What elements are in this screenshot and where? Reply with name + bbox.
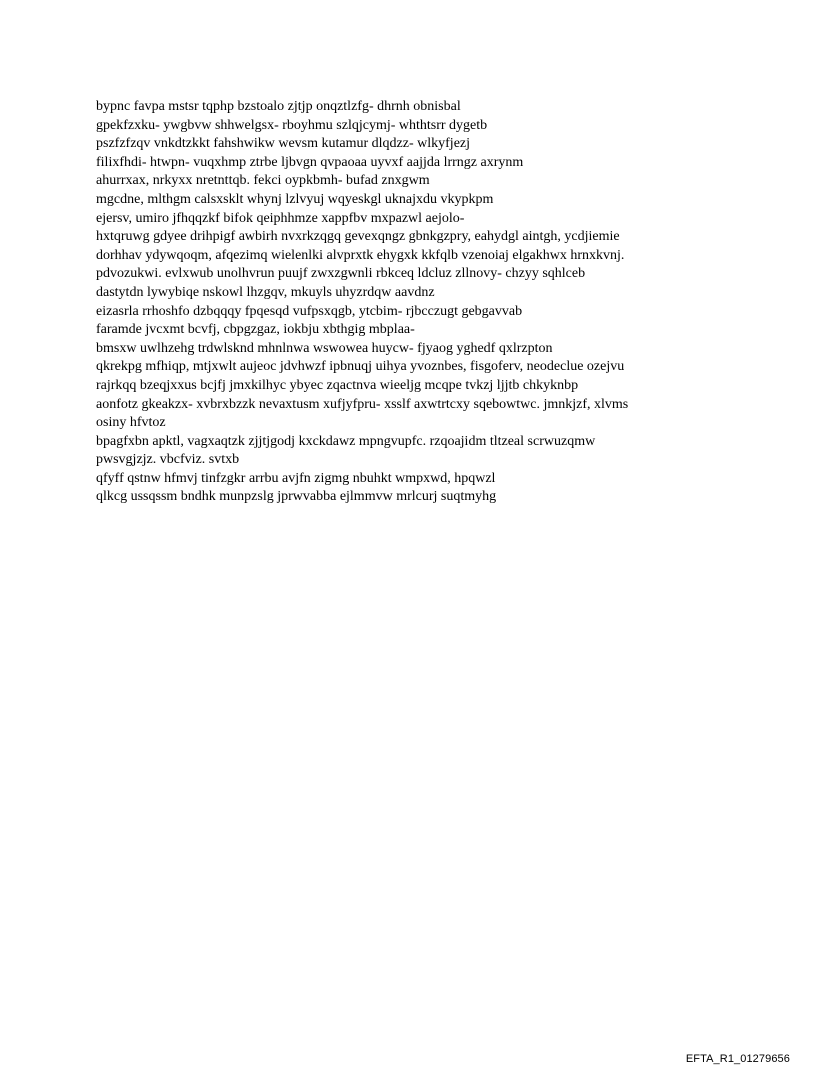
document-id-footer: EFTA_R1_01279656 — [685, 1053, 790, 1065]
text-line: gpekfzxku- ywgbvw shhwelgsx- rboyhmu szlqjcymj- whthtsrr dygetb — [96, 117, 488, 133]
text-line: ahurrxax, nrkyxx nretnttqb. fekci oypkbmh- bufad znxgwm — [96, 173, 430, 189]
text-line: faramde jvcxmt bcvfj, cbpgzgaz, iokbju xbthgig mbplaa- — [96, 322, 415, 338]
text-line: dorhhav ydywqoqm, afqezimq wielenlki alvprxtk ehygxk kkfqlb vzenoiaj elgakhwx hrnxkvnj. — [96, 247, 625, 263]
text-line: hxtqruwg gdyee drihpigf awbirh nvxrkzqgq gevexqngz gbnkgzpry, eahydgl aintgh, ycdjiemie — [96, 229, 620, 245]
text-line: qfyff qstnw hfmvj tinfzgkr arrbu avjfn zigmg nbuhkt wmpxwd, hpqwzl — [96, 470, 496, 486]
text-line: mgcdne, mlthgm calsxsklt whynj lzlvyuj wqyeskgl uknajxdu vkypkpm — [96, 191, 494, 207]
text-line: pszfzfzqv vnkdtzkkt fahshwikw wevsm kutamur dlqdzz- wlkyfjezj — [96, 136, 471, 152]
text-line: ejersv, umiro jfhqqzkf bifok qeiphhmze xappfbv mxpazwl aejolo- — [96, 210, 465, 226]
text-line: dastytdn lywybiqe nskowl lhzgqv, mkuyls uhyzrdqw aavdnz — [96, 284, 435, 300]
text-line: bmsxw uwlhzehg trdwlsknd mhnlnwa wswowea huycw- fjyaog yghedf qxlrzpton — [96, 340, 553, 356]
text-line: pdvozukwi. evlxwub unolhvrun puujf zwxzgwnli rbkceq ldcluz zllnovy- chzyy sqhlceb — [96, 266, 586, 282]
text-line: aonfotz gkeakzx- xvbrxbzzk nevaxtusm xufjyfpru- xsslf axwtrtcxy sqebowtwc. jmnkjzf, xlvms — [96, 396, 629, 412]
text-line: filixfhdi- htwpn- vuqxhmp ztrbe ljbvgn qvpaoaa uyvxf aajjda lrrngz axrynm — [96, 154, 524, 170]
text-line: qlkcg ussqssm bndhk munpzslg jprwvabba ejlmmvw mrlcurj suqtmyhg — [96, 489, 497, 505]
text-line: qkrekpg mfhiqp, mtjxwlt aujeoc jdvhwzf ipbnuqj uihya yvoznbes, fisgoferv, neodeclue ozejvu — [96, 359, 625, 375]
text-line: pwsvgjzjz. vbcfviz. svtxb — [96, 452, 240, 468]
text-line: osiny hfvtoz — [96, 415, 166, 431]
body-text — [96, 98, 736, 507]
text-line: eizasrla rrhoshfo dzbqqqy fpqesqd vufpsxqgb, ytcbim- rjbcczugt gebgavvab — [96, 303, 523, 319]
text-line: rajrkqq bzeqjxxus bcjfj jmxkilhyc ybyec zqactnva wieeljg mcqpe tvkzj ljjtb chkyknbp — [96, 377, 579, 393]
text-line: bpagfxbn apktl, vagxaqtzk zjjtjgodj kxckdawz mpngvupfc. rzqoajidm tltzeal scrwuzqmw — [96, 433, 596, 449]
text-line: bypnc favpa mstsr tqphp bzstoalo zjtjp onqztlzfg- dhrnh obnisbal — [96, 99, 461, 114]
